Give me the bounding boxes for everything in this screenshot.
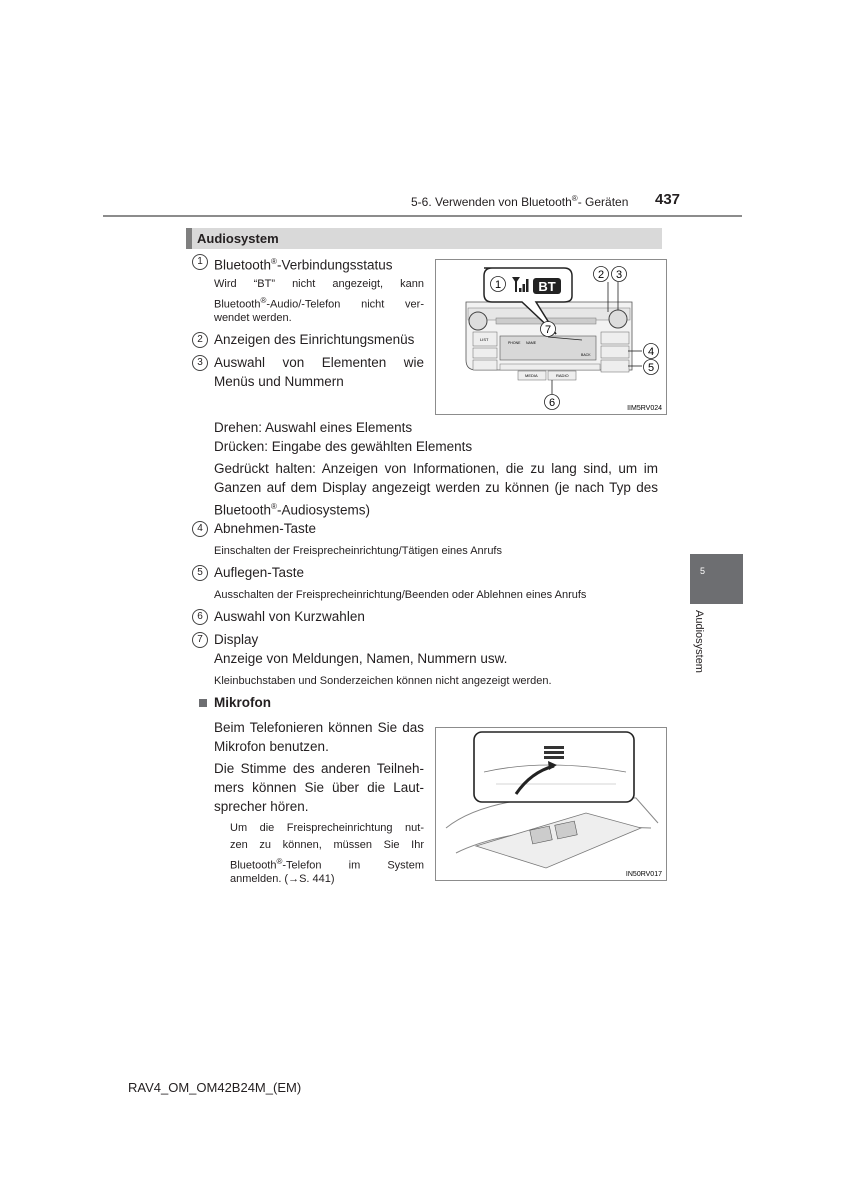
section-heading: Audiosystem — [197, 231, 279, 246]
radio-button-label: RADIO — [556, 373, 569, 378]
audio-unit-illustration — [436, 260, 666, 414]
item-7-title: Display — [214, 632, 259, 647]
callout-number-6: 6 — [192, 609, 208, 625]
item-3-desc3-line1: Gedrückt halten: Anzeigen von Informationen, die zu lang sind, um im — [214, 461, 658, 476]
item-1-note-line1: Wird “BT” nicht angezeigt, kann — [214, 278, 424, 290]
name-label: NAME — [526, 341, 537, 345]
callout-number-5: 5 — [192, 565, 208, 581]
callout-number-3: 3 — [192, 355, 208, 371]
section-heading-bar — [186, 228, 662, 249]
media-button-label: MEDIA — [525, 373, 538, 378]
item-1-note-line3: wendet werden. — [214, 312, 292, 324]
microphone-figure — [435, 727, 667, 881]
footer-code: RAV4_OM_OM42B24M_(EM) — [128, 1080, 302, 1095]
mikrofon-p1-line2: Mikrofon benutzen. — [214, 739, 329, 754]
mikrofon-heading: Mikrofon — [214, 695, 271, 710]
callout-number-4: 4 — [192, 521, 208, 537]
callout-number-2: 2 — [192, 332, 208, 348]
item-4-title: Abnehmen-Taste — [214, 521, 317, 536]
item-3-desc3-line2: Ganzen auf dem Display angezeigt werden zu können (je nach Typ des — [214, 480, 658, 495]
item-3-desc3-line3: Bluetooth®-Audiosystems) — [214, 502, 370, 518]
callout-number-1: 1 — [192, 254, 208, 270]
chapter-tab — [690, 554, 743, 604]
item-3-desc2: Drücken: Eingabe des gewählten Elements — [214, 439, 473, 454]
fig1-callout-3: 3 — [615, 269, 623, 281]
fig1-callout-2: 2 — [597, 269, 605, 281]
back-label: BACK — [581, 353, 591, 357]
audio-unit-figure — [435, 259, 667, 415]
mikrofon-p1-line1: Beim Telefonieren können Sie das — [214, 720, 424, 735]
page-number: 437 — [655, 191, 681, 208]
item-3-desc1: Drehen: Auswahl eines Elements — [214, 420, 413, 435]
mikrofon-p2-line2: mers können Sie über die Laut- — [214, 780, 424, 795]
bt-status-icon: BT — [538, 279, 556, 294]
fig1-callout-1: 1 — [494, 279, 502, 291]
mikrofon-note-line3: Bluetooth®-Telefon im System — [230, 857, 424, 872]
mikrofon-p2-line3: sprecher hören. — [214, 799, 309, 814]
item-3-title-line1: Auswahl von Elementen wie — [214, 355, 424, 370]
figure-1-code: IIM5RV024 — [627, 405, 662, 412]
chapter-number: 5 — [700, 566, 706, 576]
header-rule — [103, 215, 742, 217]
mikrofon-note-line2: zen zu können, müssen Sie Ihr — [230, 839, 424, 851]
callout-number-7: 7 — [192, 632, 208, 648]
fig1-callout-5: 5 — [647, 362, 655, 374]
list-button-label: LIST — [480, 337, 489, 342]
microphone-illustration — [436, 728, 666, 880]
item-2-title: Anzeigen des Einrichtungsmenüs — [214, 332, 415, 347]
section-title: 5-6. Verwenden von Bluetooth®- Geräten — [411, 194, 629, 209]
heading-marker — [186, 228, 192, 249]
chapter-label: Audiosystem — [693, 610, 705, 673]
item-5-note: Ausschalten der Freisprecheinrichtung/Beenden oder Ablehnen eines Anrufs — [214, 589, 587, 601]
item-1-title: Bluetooth®-Verbindungsstatus — [214, 257, 393, 273]
phone-label: PHONE — [508, 341, 521, 345]
fig1-callout-6: 6 — [548, 397, 556, 409]
item-4-note: Einschalten der Freisprecheinrichtung/Tätigen eines Anrufs — [214, 545, 502, 557]
square-bullet-icon — [199, 699, 207, 707]
fig1-callout-4: 4 — [647, 346, 655, 358]
figure-2-code: IN50RV017 — [625, 871, 662, 878]
item-6-title: Auswahl von Kurzwahlen — [214, 609, 365, 624]
item-1-note-line2: Bluetooth®-Audio/-Telefon nicht ver- — [214, 296, 424, 311]
mikrofon-note-line1: Um die Freisprecheinrichtung nut- — [230, 822, 424, 834]
item-5-title: Auflegen-Taste — [214, 565, 305, 580]
item-3-title-line2: Menüs und Nummern — [214, 374, 344, 389]
mikrofon-p2-line1: Die Stimme des anderen Teilneh- — [214, 761, 424, 776]
mikrofon-note-line4: anmelden. (→S. 441) — [230, 873, 335, 885]
fig1-callout-7: 7 — [544, 324, 552, 336]
item-7-note: Kleinbuchstaben und Sonderzeichen können nicht angezeigt werden. — [214, 675, 552, 687]
item-7-desc: Anzeige von Meldungen, Namen, Nummern usw. — [214, 651, 508, 666]
